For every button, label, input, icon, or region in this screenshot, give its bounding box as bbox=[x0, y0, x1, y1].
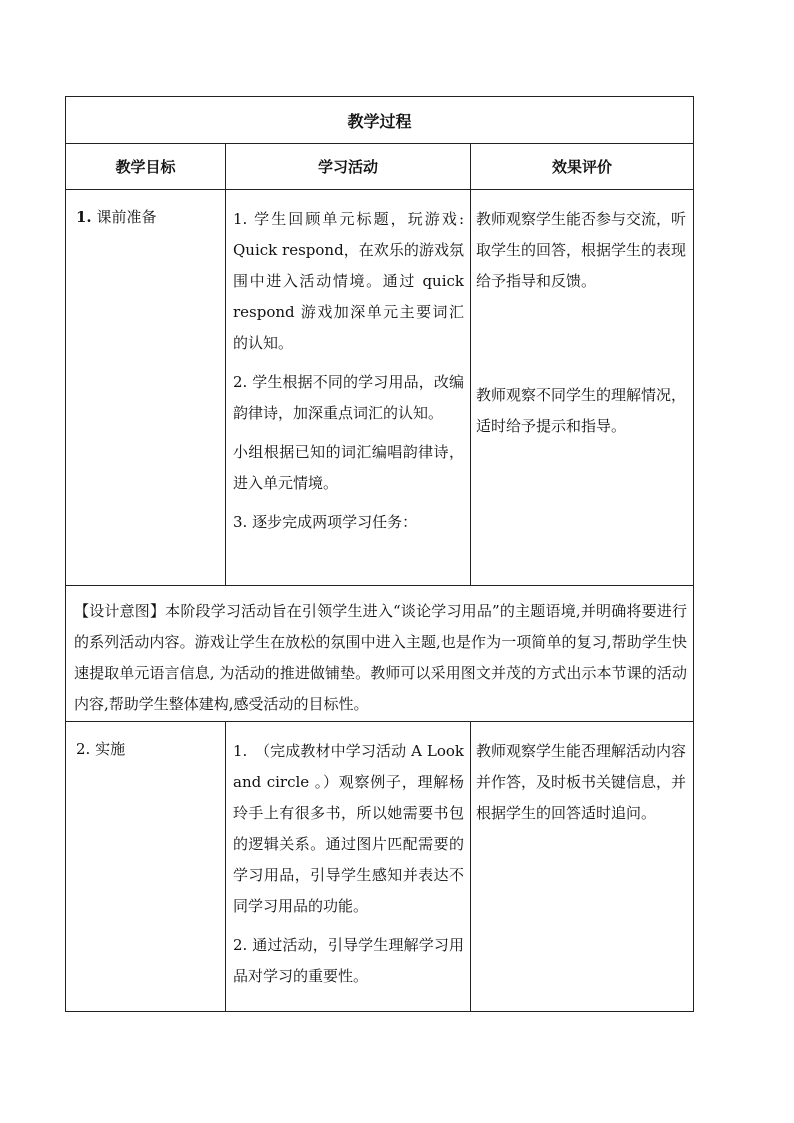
stage1-evaluation-1: 教师观察学生能否参与交流，听取学生的回答，根据学生的表现给予指导和反馈。 bbox=[476, 210, 687, 290]
teaching-process-table bbox=[65, 96, 694, 1012]
stage1-activity-3: 小组根据已知的词汇编唱韵律诗，进入单元情境。 bbox=[233, 443, 464, 492]
header-evaluation: 效果评价 bbox=[471, 144, 694, 190]
header-activity: 学习活动 bbox=[226, 144, 471, 190]
stage1-goal bbox=[66, 190, 226, 586]
header-goal: 教学目标 bbox=[66, 144, 226, 190]
design-intent: 【设计意图】本阶段学习活动旨在引领学生进入“谈论学习用品”的主题语境,并明确将要进行的系列活动内容。游戏让学生在放松的氛围中进入主题,也是作为一项简单的复习,帮助学生快速提取单元语言信息, 为活动的推进做铺垫。教师可以采用图文并茂的方式出示本节课的活动内容,帮助学生整体建构,感受活动的目标性。 bbox=[66, 586, 694, 722]
stage1-activity-4: 3. 逐步完成两项学习任务： bbox=[233, 513, 418, 531]
stage2-goal: 2. 实施 bbox=[66, 722, 226, 1012]
stage1-goal-text: 课前准备 bbox=[96, 208, 157, 226]
stage2-activity-1: 1. （完成教材中学习活动 A Look and circle 。）观察例子，理解杨玲手上有很多书，所以她需要书包的逻辑关系。通过图片匹配需要的学习用品，引导学生感知并表达不同学习用品的功能。 bbox=[233, 742, 464, 915]
stage2-evaluation: 教师观察学生能否理解活动内容并作答，及时板书关键信息，并根据学生的回答适时追问。 bbox=[471, 722, 694, 1012]
stage2-activity-2: 2. 通过活动，引导学生理解学习用品对学习的重要性。 bbox=[233, 936, 464, 985]
stage1-activity-2: 2. 学生根据不同的学习用品，改编韵律诗，加深重点词汇的认知。 bbox=[233, 373, 464, 422]
stage1-evaluation-2: 教师观察不同学生的理解情况，适时给予提示和指导。 bbox=[476, 386, 687, 435]
stage1-activity-1: 1. 学生回顾单元标题，玩游戏: Quick respond，在欢乐的游戏氛围中进入活动情境。通过 quick respond 游戏加深单元主要词汇的认知。 bbox=[233, 210, 464, 352]
table-title: 教学过程 bbox=[66, 97, 694, 144]
stage2-activities bbox=[226, 722, 471, 1012]
stage1-goal-number: 1. bbox=[76, 208, 92, 226]
stage1-activities bbox=[226, 190, 471, 586]
stage1-evaluation bbox=[471, 190, 694, 586]
